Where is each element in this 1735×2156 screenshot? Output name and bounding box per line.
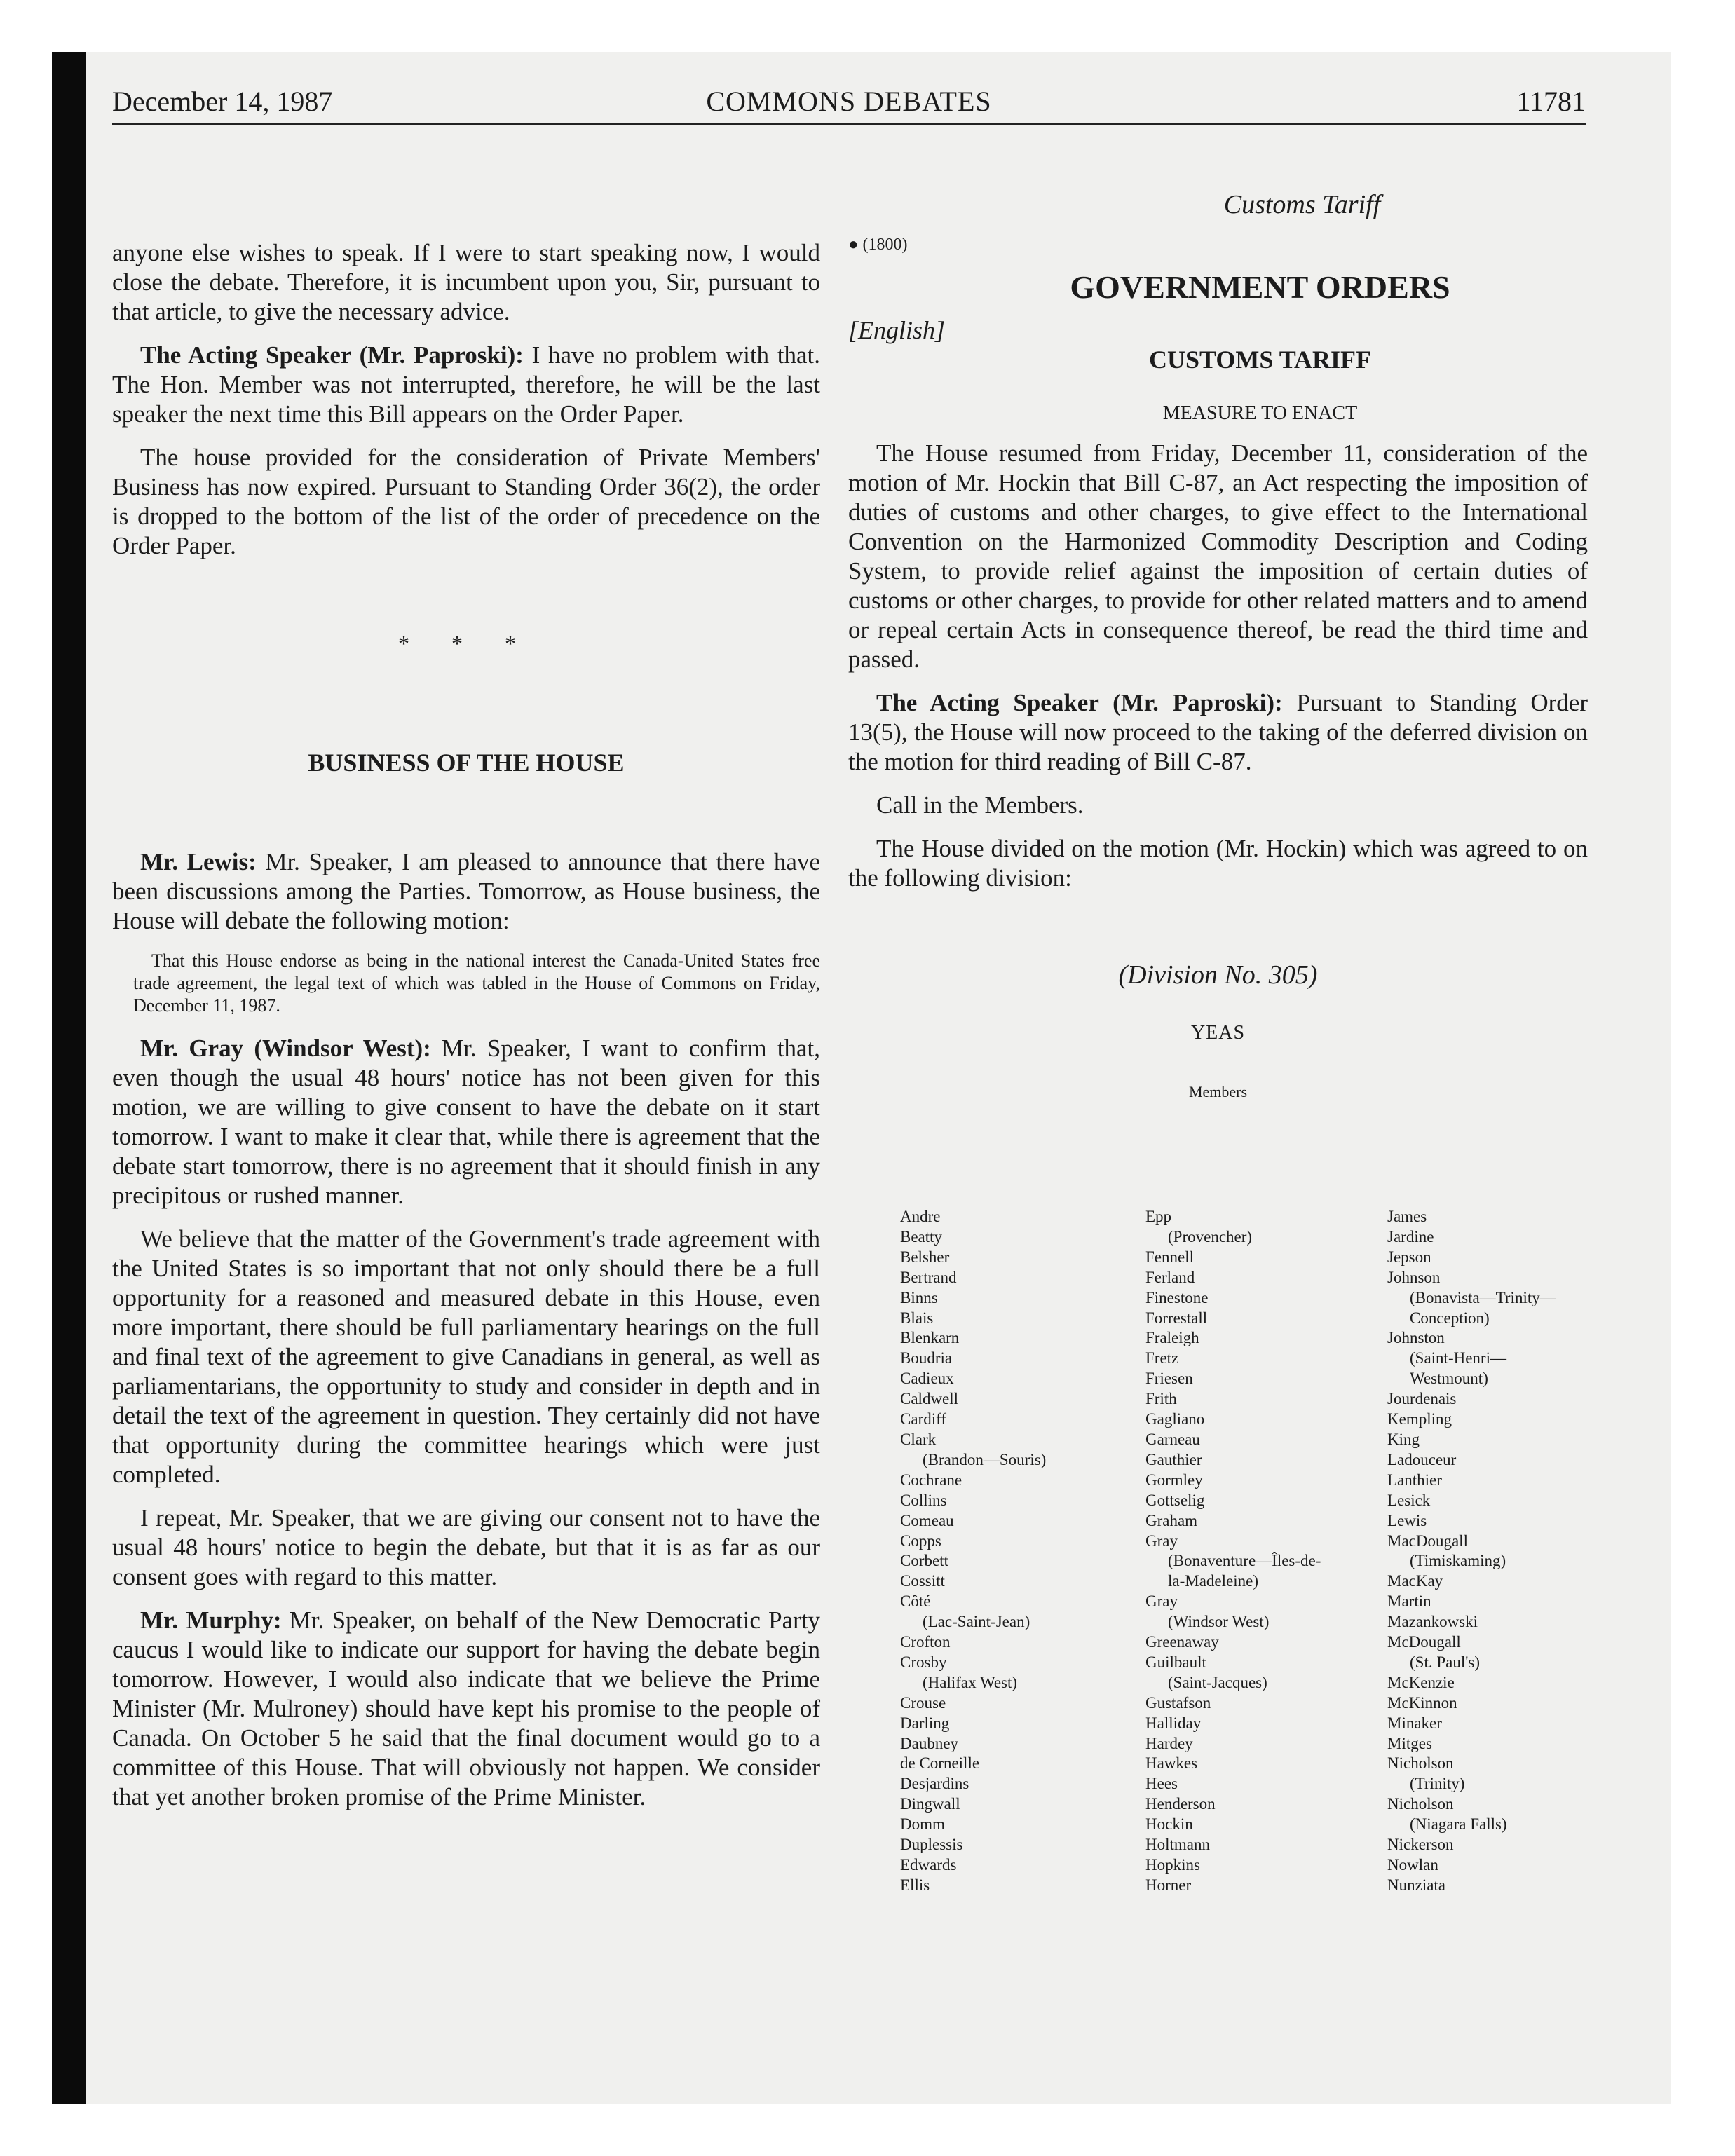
paragraph: The House resumed from Friday, December 11, consideration of the motion of Mr. Hockin that Bill C-87, an Act respecting the imposition of duties of customs and other charges, to give effect to the International Convention on the Harmonized Commodity Description and Coding System, to provide relief against the imposition of certain duties of customs or other charges, to provide for other related matters and to amend or repeal certain Acts in consequence thereof, be read the third time and passed. (848, 439, 1588, 673)
member-name: Gray (1145, 1531, 1178, 1550)
member-name: Ladouceur (1387, 1450, 1457, 1468)
division-number: (Division No. 305) (1118, 960, 1318, 990)
member-name: de Corneille (900, 1754, 980, 1773)
member-name: Copps (900, 1531, 941, 1550)
member-name: Crouse (900, 1693, 946, 1712)
member-name: Binns (900, 1288, 938, 1306)
header-date: December 14, 1987 (112, 86, 333, 117)
paragraph (112, 1034, 820, 1210)
member-name: Horner (1145, 1876, 1192, 1894)
member-name: James (1387, 1208, 1427, 1225)
member-name: King (1387, 1430, 1420, 1448)
member-name: Ferland (1145, 1268, 1195, 1286)
member-riding: Westmount) (1410, 1370, 1488, 1388)
member-riding: (Brandon—Souris) (923, 1450, 1047, 1468)
member-name: Greenaway (1145, 1633, 1219, 1651)
paragraph (112, 847, 820, 936)
member-riding: (Bonaventure—Îles-de- (1168, 1552, 1321, 1570)
member-name: Côté (900, 1592, 931, 1611)
member-name: McKenzie (1387, 1673, 1455, 1691)
right-column (848, 133, 1588, 1101)
member-name: Jepson (1387, 1248, 1431, 1266)
member-name: Johnston (1387, 1329, 1445, 1347)
member-name: Desjardins (900, 1775, 969, 1793)
header-page-number: 11781 (1516, 86, 1586, 117)
member-name: Crosby (900, 1653, 947, 1671)
member-name: Jardine (1387, 1227, 1434, 1246)
member-name: Fraleigh (1145, 1329, 1199, 1347)
member-riding: (Provencher) (1168, 1227, 1253, 1246)
member-name: Jourdenais (1387, 1390, 1457, 1408)
member-name: Halliday (1145, 1714, 1202, 1732)
member-riding: (Timiskaming) (1410, 1552, 1506, 1570)
member-name: Hees (1145, 1775, 1178, 1793)
member-name: Gottselig (1145, 1491, 1205, 1509)
member-name: Cossitt (900, 1572, 945, 1590)
speech-text: Pursuant to Standing Order 13(5), the House will now proceed to the taking of the deferred division on the motion for third reading of Bill C-87. (848, 689, 1588, 775)
member-name: Garneau (1145, 1430, 1200, 1448)
member-name: MacKay (1387, 1572, 1443, 1590)
speaker-name: Mr. Gray (Windsor West): (140, 1035, 431, 1062)
paragraph: I repeat, Mr. Speaker, that we are giving our consent not to have the usual 48 hours' notice to begin the debate, but that it is as far as our consent goes with regard to this matter. (112, 1504, 820, 1590)
section-title: GOVERNMENT ORDERS (1070, 269, 1450, 305)
member-riding: (Niagara Falls) (1410, 1815, 1507, 1834)
page-header (112, 84, 1586, 125)
member-name: Belsher (900, 1248, 950, 1266)
member-name: Andre (900, 1208, 941, 1225)
member-name: Minaker (1387, 1714, 1442, 1732)
section-title: BUSINESS OF THE HOUSE (308, 749, 625, 777)
member-name: Caldwell (900, 1390, 959, 1408)
yeas-heading: YEAS (1190, 1022, 1246, 1044)
section-separator: * * * (398, 631, 534, 656)
member-riding: (St. Paul's) (1410, 1653, 1480, 1671)
member-name: Blais (900, 1309, 934, 1327)
paragraph: Call in the Members. (876, 791, 1084, 819)
member-name: Martin (1387, 1592, 1431, 1611)
member-name: Hawkes (1145, 1754, 1198, 1773)
member-name: Darling (900, 1714, 950, 1732)
member-name: Boudria (900, 1349, 953, 1367)
member-name: Hopkins (1145, 1856, 1200, 1874)
measure-heading: MEASURE TO ENACT (1162, 402, 1358, 424)
member-name: Crofton (900, 1633, 951, 1651)
member-name: Nicholson (1387, 1754, 1454, 1773)
paragraph: anyone else wishes to speak. If I were to start speaking now, I would close the debate. Therefore, it is incumbent upon you, Sir, pursuant to that article, to give the necessary advice. (112, 239, 820, 325)
member-name: Nickerson (1387, 1836, 1454, 1854)
paragraph (112, 341, 820, 429)
member-name: Johnson (1387, 1268, 1441, 1286)
member-name: Hockin (1145, 1815, 1193, 1834)
member-riding: (Bonavista—Trinity— (1410, 1288, 1556, 1306)
member-name: Nunziata (1387, 1876, 1446, 1894)
member-name: Gustafson (1145, 1693, 1211, 1712)
member-name: Blenkarn (900, 1329, 960, 1347)
member-name: Ellis (900, 1876, 930, 1894)
paragraph: We believe that the matter of the Government's trade agreement with the United States is so important that not only should there be a full opportunity for a reasoned and measured debate in this House, even more important, there should be full parliamentary hearings on the full and final text of the agreement to give Canadians in general, as well as parliamentarians, the opportunity to study and consider in depth and in detail the text of the agreement in question. They certainly did not have that opportunity during the committee hearings which were just completed. (112, 1225, 820, 1488)
member-name: Gauthier (1145, 1450, 1202, 1468)
member-name: Holtmann (1145, 1836, 1210, 1854)
paragraph: The house provided for the consideration of Private Members' Business has now expired. Pursuant to Standing Order 36(2), the order is dropped to the bottom of the list of the order of precedence on the Order Paper. (112, 444, 820, 559)
member-riding: (Lac-Saint-Jean) (923, 1613, 1030, 1631)
paragraph (848, 688, 1588, 777)
member-riding: (Saint-Henri— (1410, 1349, 1506, 1367)
member-name: Finestone (1145, 1288, 1209, 1306)
member-name: Corbett (900, 1552, 948, 1570)
member-name: Cochrane (900, 1471, 962, 1489)
speaker-name: Mr. Murphy: (140, 1606, 282, 1634)
speaker-name: Mr. Lewis: (140, 848, 257, 875)
member-name: Lanthier (1387, 1471, 1442, 1489)
member-name: Hardey (1145, 1734, 1193, 1752)
member-name: Gagliano (1145, 1410, 1205, 1428)
scan-edge-bar (52, 52, 86, 2104)
member-name: Fretz (1145, 1349, 1179, 1367)
member-name: Clark (900, 1430, 937, 1448)
member-column (900, 1207, 1046, 1896)
speaker-name: The Acting Speaker (Mr. Paproski): (140, 341, 524, 369)
member-name: Collins (900, 1491, 947, 1509)
motion-quote: That this House endorse as being in the national interest the Canada-United States free trade agreement, the legal text of which was tabled in the House of Commons on Friday, December 11, 1987. (133, 950, 820, 1016)
member-name: Nicholson (1387, 1795, 1454, 1813)
member-name: Frith (1145, 1390, 1177, 1408)
member-name: Mazankowski (1387, 1613, 1478, 1631)
member-name: Cardiff (900, 1410, 947, 1428)
member-name: Lesick (1387, 1491, 1431, 1509)
paragraph (112, 1606, 820, 1812)
speech-text: Mr. Speaker, on behalf of the New Democratic Party caucus I would like to indicate our support for having the debate begin tomorrow. However, I would also indicate that we believe the Prime Minister (Mr. Mulroney) should have kept his promise to the people of Canada. On October 5 he said that the final document would go to a committee of this House. That will obviously not happen. We consider that yet another broken promise of the Prime Minister. (112, 1606, 820, 1810)
member-name: Gormley (1145, 1471, 1203, 1489)
member-name: Guilbault (1145, 1653, 1206, 1671)
member-name: Nowlan (1387, 1856, 1438, 1874)
speech-text: Mr. Speaker, I am pleased to announce that there have been discussions among the Parties. Tomorrow, as House business, the House will debate the following motion: (112, 848, 820, 934)
member-name: Fennell (1145, 1248, 1194, 1266)
member-name: MacDougall (1387, 1531, 1468, 1550)
member-name: McDougall (1387, 1633, 1461, 1651)
member-name: Cadieux (900, 1370, 954, 1388)
member-name: Henderson (1145, 1795, 1216, 1813)
member-name: Lewis (1387, 1511, 1427, 1529)
paragraph: The House divided on the motion (Mr. Hockin) which was agreed to on the following division: (848, 835, 1588, 892)
member-column (1145, 1207, 1321, 1896)
running-head: Customs Tariff (1223, 190, 1381, 219)
header-publication: COMMONS DEBATES (706, 86, 992, 117)
member-riding: (Windsor West) (1168, 1613, 1270, 1631)
member-name: McKinnon (1387, 1693, 1457, 1712)
member-riding: (Halifax West) (923, 1673, 1018, 1691)
member-column (1387, 1207, 1556, 1896)
speech-text: I have no problem with that. The Hon. Member was not interrupted, therefore, he will be the last speaker the next time this Bill appears on the Order Paper. (112, 341, 820, 428)
member-name: Comeau (900, 1511, 954, 1529)
member-name: Bertrand (900, 1268, 957, 1286)
left-column (112, 133, 820, 1826)
member-name: Friesen (1145, 1370, 1193, 1388)
member-name: Kempling (1387, 1410, 1452, 1428)
member-name: Daubney (900, 1734, 959, 1752)
member-name: Gray (1145, 1592, 1178, 1611)
member-name: Epp (1145, 1208, 1172, 1225)
time-marker: ● (1800) (848, 236, 908, 254)
subsection-title: CUSTOMS TARIFF (1148, 346, 1372, 374)
member-name: Beatty (900, 1227, 943, 1246)
member-name: Domm (900, 1815, 945, 1834)
member-riding: (Trinity) (1410, 1775, 1465, 1793)
speech-text: Mr. Speaker, I want to confirm that, even though the usual 48 hours' notice has not been given for this motion, we are willing to give consent to have the debate on it start tomorrow. I want to make it clear that, while there is agreement that the debate start tomorrow, there is no agreement that it should finish in any precipitous or rushed manner. (112, 1035, 821, 1209)
member-name: Dingwall (900, 1795, 960, 1813)
member-name: Mitges (1387, 1734, 1432, 1752)
member-riding: la-Madeleine) (1168, 1572, 1258, 1590)
members-heading: Members (1188, 1083, 1248, 1100)
member-riding: (Saint-Jacques) (1168, 1673, 1267, 1691)
member-name: Duplessis (900, 1836, 963, 1854)
language-marker: [English] (848, 316, 946, 344)
member-riding: Conception) (1410, 1309, 1490, 1327)
member-name: Edwards (900, 1856, 957, 1874)
member-name: Forrestall (1145, 1309, 1208, 1327)
member-name: Graham (1145, 1511, 1198, 1529)
speaker-name: The Acting Speaker (Mr. Paproski): (876, 689, 1283, 716)
